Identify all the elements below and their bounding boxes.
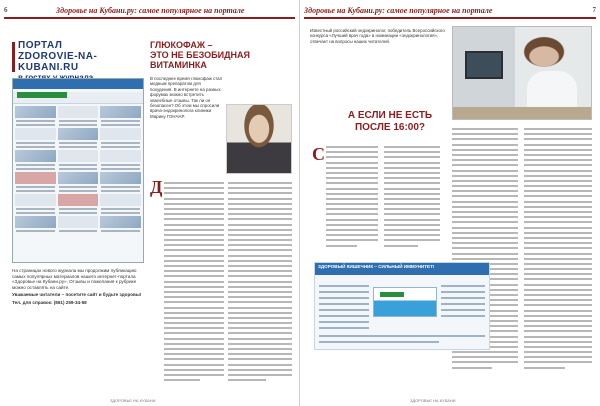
gluco-headline — [150, 40, 290, 70]
portal-heading-line2: ZDOROVIE-NA-KUBANI.RU — [18, 51, 98, 73]
page-footer: ЗДОРОВЬЕ НА КУБАНИ — [410, 398, 456, 403]
gluco-headline-line1: ГЛЮКОФАЖ – — [150, 40, 213, 50]
woman-photo — [226, 104, 292, 174]
gluco-lead-text: В последнее время глюкофаж стал модным препаратом для похудения. В интернете на разных форумах можно встретить хвалебные отзывы. Так ли он безопасен? Об этом мы спросили врача-эндокринолога клиники Марину ГОНЧАР. — [150, 76, 223, 119]
portal-accent-rule — [12, 42, 15, 72]
portal-heading — [18, 40, 153, 82]
doctor-intro — [310, 28, 450, 44]
gluco-dropcap: Д — [150, 177, 163, 197]
portal-ad-paragraph: Уважаемые читатели – посетите сайт и будьте здоровы! — [12, 292, 142, 298]
page-footer: ЗДОРОВЬЕ НА КУБАНИ — [110, 398, 156, 403]
doctor-photo — [452, 26, 592, 120]
screenshot-topbar — [13, 79, 143, 89]
probiotic-ad — [314, 262, 490, 350]
running-head — [4, 3, 295, 19]
doctor-intro-text: Известный российский эндокринолог, победитель Всероссийского конкурса «Лучший врач года» в номинации «эндокринология», отвечает на вопросы наших читателей. — [310, 28, 445, 44]
website-screenshot — [12, 78, 144, 263]
right-page — [300, 0, 600, 406]
portal-ad-phone: Тел. для справок: (861) 259-34-58 — [12, 299, 87, 305]
portal-ad-paragraph: На страницах нового журнала мы продолжим публикацию самых популярных материалов нашего интернет-портала «Здоровье на Кубани.ру». Отзывы и пожелания к рубрике можно оставлять на сайте. — [12, 268, 137, 290]
gluco-body-column-1 — [164, 182, 224, 384]
page-number: 6 — [4, 6, 8, 14]
article-dropcap: С — [312, 144, 325, 164]
gluco-headline-line2: ЭТО НЕ БЕЗОБИДНАЯ — [150, 50, 250, 60]
running-head — [304, 3, 596, 19]
gluco-body-column-2 — [228, 182, 292, 384]
gluco-lead — [150, 76, 224, 119]
page-number: 7 — [592, 6, 596, 14]
product-pack-image — [373, 287, 437, 317]
gluco-headline-line3: ВИТАМИНКА — [150, 60, 207, 70]
article-column-1 — [326, 146, 378, 250]
portal-heading-line1: ПОРТАЛ — [18, 40, 63, 51]
article-headline-line2: ПОСЛЕ 16:00? — [354, 122, 426, 133]
portal-ad-text — [12, 268, 147, 306]
probiotic-ad-title: ЗДОРОВЫЙ КИШЕЧНИК – СИЛЬНЫЙ ИММУНИТЕТ! — [315, 263, 489, 275]
running-head-title: Здоровье на Кубани.ру: самое популярное на портале — [304, 6, 493, 15]
article-column-2 — [384, 146, 440, 250]
screenshot-columns — [13, 104, 143, 236]
running-head-title: Здоровье на Кубани.ру: самое популярное на портале — [56, 6, 245, 15]
article-column-4 — [524, 128, 592, 372]
screenshot-logo-strip — [13, 92, 143, 104]
article-headline-line1: А ЕСЛИ НЕ ЕСТЬ — [347, 110, 433, 121]
article-headline — [330, 110, 450, 134]
